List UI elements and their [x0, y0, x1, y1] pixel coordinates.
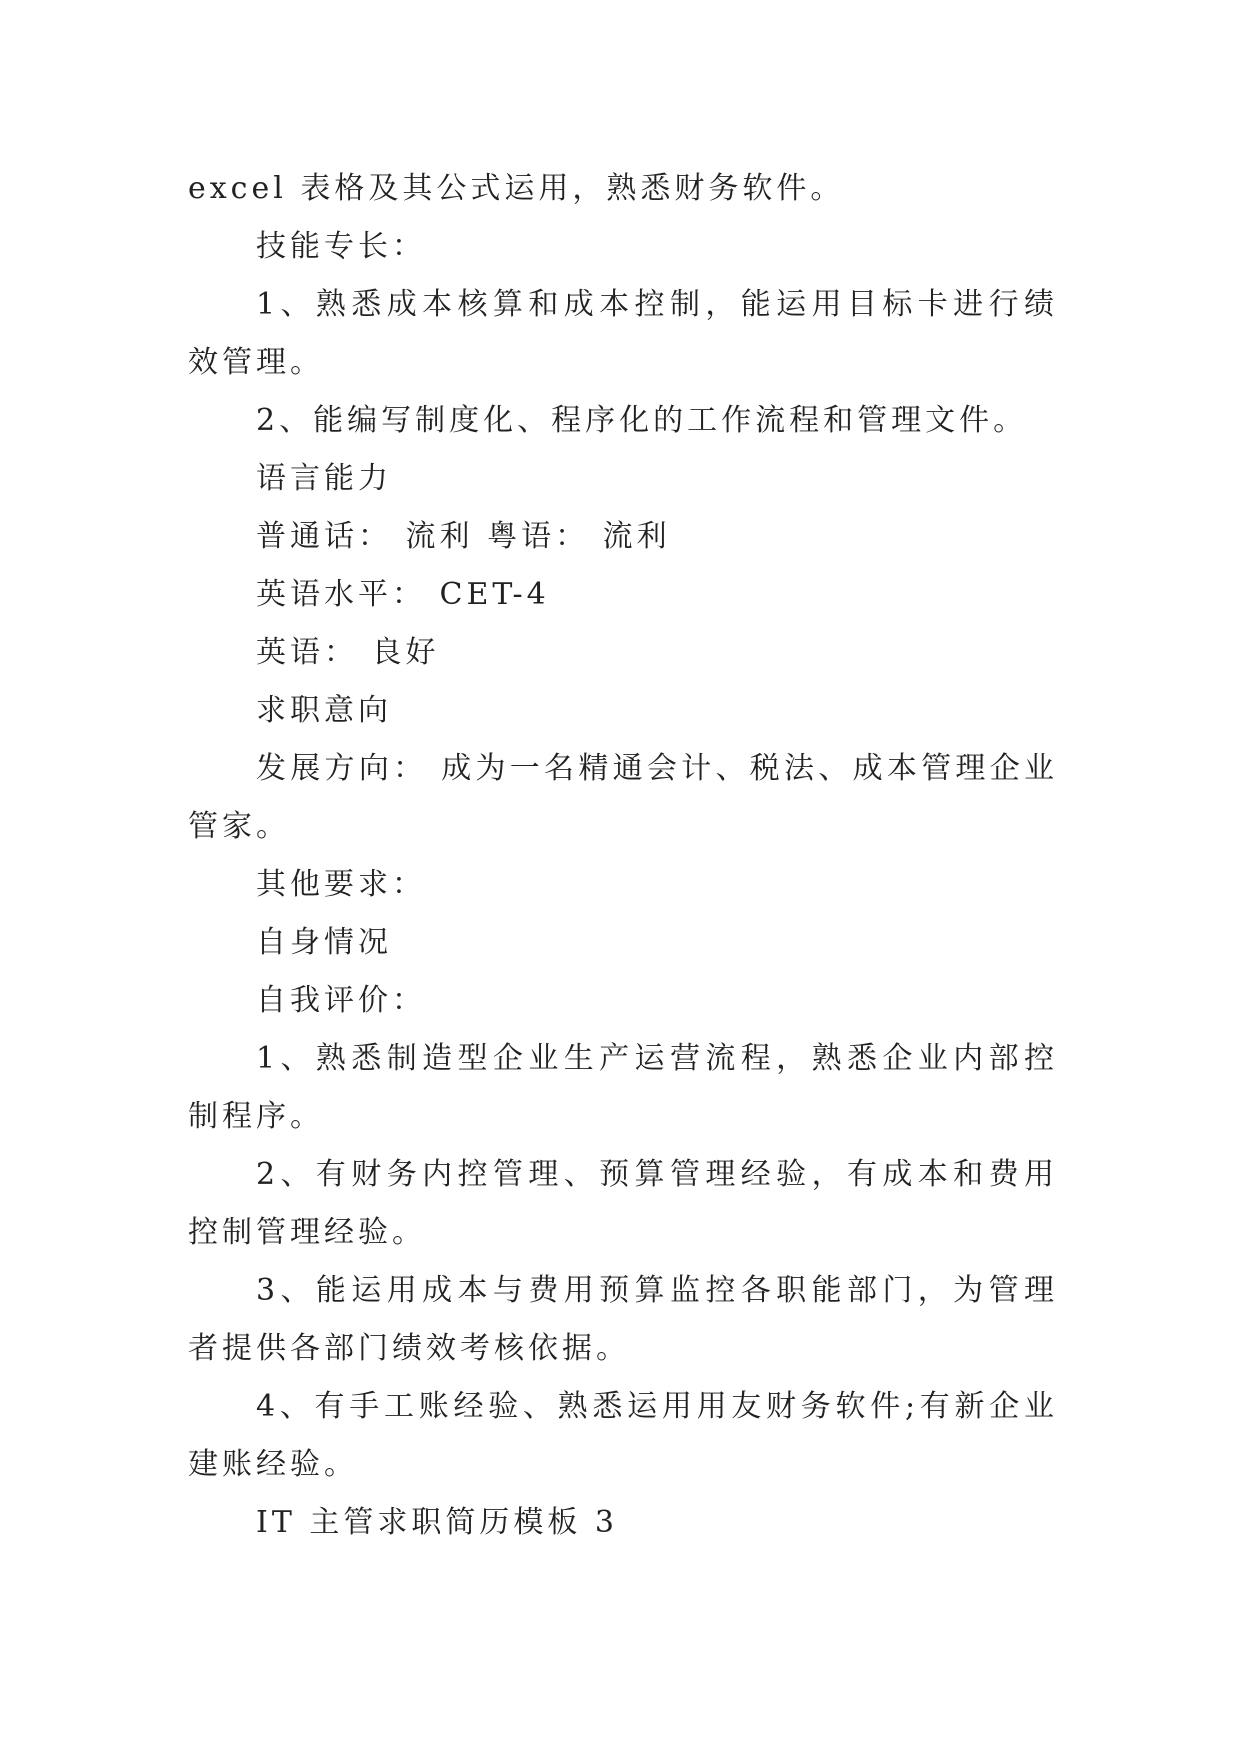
- heading-personal-situation: 自身情况: [256, 925, 392, 960]
- language-english: 英语： 良好: [256, 635, 440, 670]
- evaluation-item-4: 4、有手工账经验、熟悉运用用友财务软件;有新企业建账经验。: [188, 1389, 1058, 1482]
- heading-job-intention: 求职意向: [256, 693, 392, 728]
- section-title-template-3: IT 主管求职简历模板 3: [256, 1505, 619, 1540]
- paragraph-excel-skills: excel 表格及其公式运用，熟悉财务软件。: [188, 171, 845, 206]
- evaluation-item-2: 2、有财务内控管理、预算管理经验，有成本和费用控制管理经验。: [188, 1157, 1058, 1250]
- heading-self-evaluation: 自我评价：: [256, 983, 426, 1018]
- career-direction: 发展方向： 成为一名精通会计、税法、成本管理企业管家。: [188, 751, 1058, 844]
- language-mandarin-cantonese: 普通话： 流利 粤语： 流利: [256, 519, 671, 554]
- evaluation-item-3: 3、能运用成本与费用预算监控各职能部门，为管理者提供各部门绩效考核依据。: [188, 1273, 1058, 1366]
- heading-skill-specialties: 技能专长：: [256, 229, 426, 264]
- evaluation-item-1: 1、熟悉制造型企业生产运营流程，熟悉企业内部控制程序。: [188, 1041, 1058, 1134]
- heading-language-ability: 语言能力: [256, 461, 392, 496]
- skill-item-1: 1、熟悉成本核算和成本控制，能运用目标卡进行绩效管理。: [188, 287, 1058, 380]
- document-body: [188, 160, 1058, 1552]
- other-requirements: 其他要求：: [256, 867, 426, 902]
- skill-item-2: 2、能编写制度化、程序化的工作流程和管理文件。: [256, 403, 1028, 438]
- language-english-level: 英语水平： CET-4: [256, 577, 550, 612]
